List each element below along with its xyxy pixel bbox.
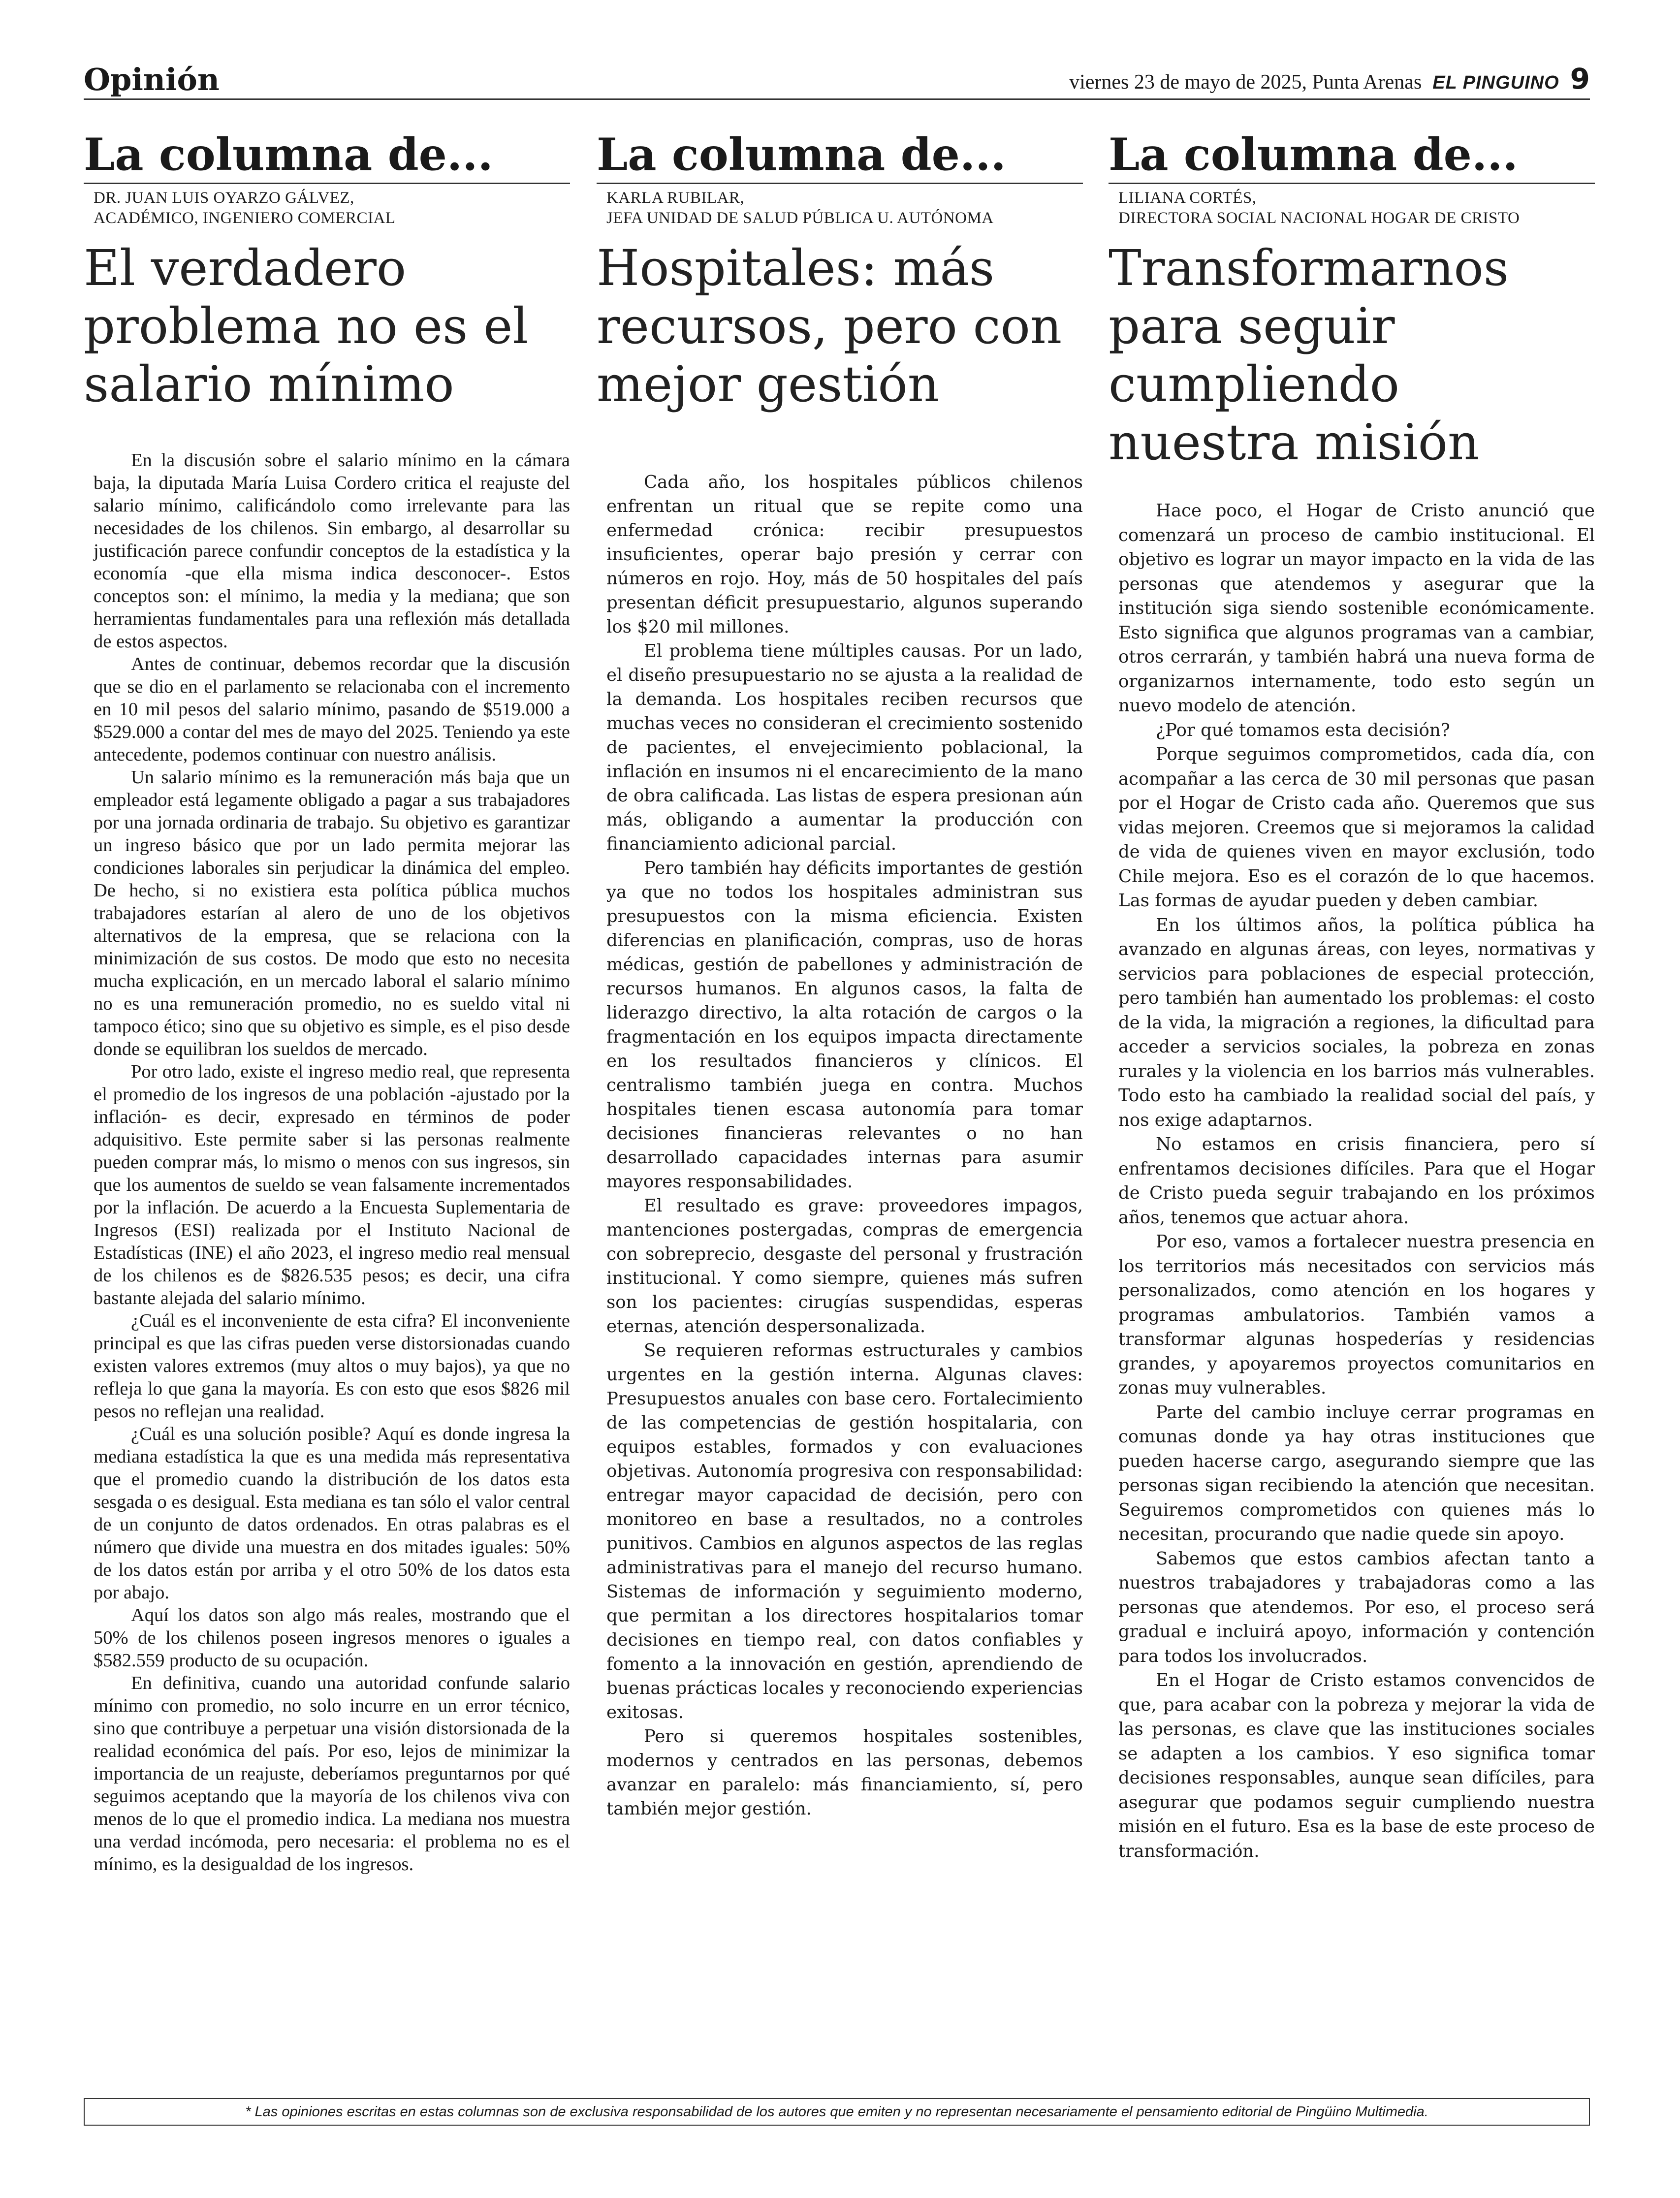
editorial-disclaimer: * Las opiniones escritas en estas columnas son de exclusiva responsabilidad de los autores que emiten y no representan necesariamente el pensamiento editorial de Pingüino Multimedia. <box>84 2098 1590 2126</box>
page-header <box>84 64 1590 100</box>
article-paragraph: Por otro lado, existe el ingreso medio real, que representa el promedio de los ingresos de una población -ajustado por la inflación- es decir, expresado en términos de poder adquisitivo. Este permite saber si las personas realmente pueden comprar más, lo mismo o menos con sus ingresos, sin que los aumentos de sueldo se vean falsamente incrementados por la inflación. De acuerdo a la Encuesta Suplementaria de Ingresos (ESI) realizada por el Instituto Nacional de Estadísticas (INE) el año 2023, el ingreso medio real mensual de los chilenos es de $826.535 pesos; es decir, una cifra bastante alejada del salario mínimo. <box>94 1061 570 1308</box>
article-paragraph: Un salario mínimo es la remuneración más baja que un empleador está legamente obligado a pagar a sus trabajadores por una jornada ordinaria de trabajo. Su objetivo es garantizar un ingreso básico que por un lado permita mejorar las condiciones laborales sin perjudicar la dinámica del empleo. De hecho, si no existiera esta política pública muchos trabajadores estarían al alero de uno de los objetivos alternativos de la empresa, que se relaciona con la minimización de sus costos. De modo que esto no necesita mucha explicación, en un mercado laboral el salario mínimo no es una remuneración promedio, no es sueldo vital ni tampoco ético; sino que su objetivo es simple, es el piso desde donde se equilibran los sueldos de mercado. <box>94 767 570 1059</box>
article-paragraph: Por eso, vamos a fortalecer nuestra presencia en los territorios más necesitados con servicios más personalizados, como atención en los hogares y programas ambulatorios. También vamos a transformar algunas hospederías y residencias grandes, y apoyaremos proyectos comunitarios en zonas muy vulnerables. <box>1118 1232 1595 1398</box>
newspaper-logo: EL PINGUINO <box>1432 72 1559 93</box>
article-paragraph: El resultado es grave: proveedores impagos, mantenciones postergadas, compras de emergencia con sobreprecio, desgaste del personal y frustración institucional. Y como siempre, quienes más sufren son los pacientes: cirugías suspendidas, esperas eternas, atención despersonalizada. <box>606 1196 1083 1337</box>
article-headline: El verdadero problema no es el salario mínimo <box>84 239 529 413</box>
article-paragraph: No estamos en crisis financiera, pero sí enfrentamos decisiones difíciles. Para que el Hogar de Cristo pueda seguir trabajando en los próximos años, tenemos que actuar ahora. <box>1118 1134 1595 1228</box>
author-role: ACADÉMICO, INGENIERO COMERCIAL <box>94 209 396 227</box>
article-paragraph: Porque seguimos comprometidos, cada día, con acompañar a las cerca de 30 mil personas que pasan por el Hogar de Cristo cada año. Queremos que sus vidas mejoren. Creemos que si mejoramos la calidad de vida de quienes viven en mayor exclusión, todo Chile mejora. Eso es el corazón de lo que hacemos. Las formas de ayudar pueden y deben cambiar. <box>1118 744 1595 911</box>
article-paragraph: En el Hogar de Cristo estamos convencidos de que, para acabar con la pobreza y mejorar la vida de las personas, es clave que las instituciones sociales se adapten a los cambios. Y eso significa tomar decisiones responsables, aunque sean difíciles, para asegurar que podamos seguir cumpliendo nuestra misión en el futuro. Esa es la base de este proceso de transformación. <box>1118 1670 1595 1861</box>
header-meta <box>1069 62 1590 96</box>
article-paragraph: Pero si queremos hospitales sostenibles, modernos y centrados en las personas, debemos avanzar en paralelo: más financiamiento, sí, pero también mejor gestión. <box>606 1726 1083 1819</box>
article-body <box>94 449 570 1876</box>
article-headline: Hospitales: más recursos, pero con mejor gestión <box>597 239 1062 413</box>
article-paragraph: El problema tiene múltiples causas. Por un lado, el diseño presupuestario no se ajusta a la realidad de la demanda. Los hospitales reciben recursos que muchas veces no consideran el crecimiento sostenido de pacientes, el envejecimiento poblacional, la inflación en insumos ni el encarecimiento de la mano de obra calificada. Las listas de espera presionan aún más, obligando a aumentar la producción con financiamiento adicional parcial. <box>606 641 1083 854</box>
column-label: La columna de... <box>597 128 1006 181</box>
page-number: 9 <box>1570 62 1590 96</box>
article-body <box>1118 499 1595 1863</box>
section-title: Opinión <box>84 62 220 97</box>
dateline: viernes 23 de mayo de 2025, Punta Arenas <box>1069 71 1422 94</box>
article-paragraph: Pero también hay déficits importantes de gestión ya que no todos los hospitales administran sus presupuestos con la misma eficiencia. Existen diferencias en planificación, compras, uso de horas médicas, gestión de pabellones y administración de recursos humanos. En algunos casos, la falta de liderazgo directivo, la alta rotación de cargos o la fragmentación en los equipos impacta directamente en los resultados financieros y clínicos. El centralismo también juega en contra. Muchos hospitales tienen escasa autonomía para tomar decisiones financieras relevantes o no han desarrollado capacidades internas para asumir mayores responsabilidades. <box>606 858 1083 1192</box>
author-byline <box>94 188 570 228</box>
article-paragraph: ¿Cuál es el inconveniente de esta cifra? El inconveniente principal es que las cifras pueden verse distorsionadas cuando existen valores extremos (muy altos o muy bajos), ya que no refleja lo que gana la mayoría. Es con esto que esos $826 mil pesos no reflejan una realidad. <box>94 1310 570 1422</box>
article-headline: Transformarnos para seguir cumpliendo nuestra misión <box>1109 239 1509 471</box>
opinion-column-1 <box>84 129 570 1876</box>
author-role: JEFA UNIDAD DE SALUD PÚBLICA U. AUTÓNOMA <box>606 209 994 227</box>
article-paragraph: Antes de continuar, debemos recordar que la discusión que se dio en el parlamento se relacionaba con el incremento en 10 mil pesos del salario mínimo, pasando de $519.000 a $529.000 a contar del mes de mayo del 2025. Teniendo ya este antecedente, podemos continuar con nuestro análisis. <box>94 654 570 765</box>
author-byline <box>606 188 1083 228</box>
author-name: DR. JUAN LUIS OYARZO GÁLVEZ, <box>94 189 354 207</box>
opinion-column-2 <box>597 129 1083 1821</box>
author-byline <box>1118 188 1595 228</box>
opinion-column-3 <box>1109 129 1595 1863</box>
column-rule <box>597 183 1083 184</box>
article-paragraph: En definitiva, cuando una autoridad confunde salario mínimo con promedio, no solo incurre en un error técnico, sino que contribuye a perpetuar una visión distorsionada de la realidad económica del país. Por eso, lejos de minimizar la importancia de un reajuste, deberíamos preguntarnos por qué seguimos aceptando que la mayoría de los chilenos viva con menos de lo que el promedio indica. La mediana nos muestra una verdad incómoda, pero necesaria: el problema no es el mínimo, es la desigualdad de los ingresos. <box>94 1673 570 1875</box>
article-paragraph: Se requieren reformas estructurales y cambios urgentes en la gestión interna. Algunas claves: Presupuestos anuales con base cero. Fortalecimiento de las competencias de gestión hospitalaria, con equipos estables, formados y con evaluaciones objetivas. Autonomía progresiva con responsabilidad: entregar mayor capacidad de decisión, pero con monitoreo en base a resultados, no a controles punitivos. Cambios en algunos aspectos de las reglas administrativas para el manejo del recurso humano. Sistemas de información y seguimiento moderno, que permitan a los directores hospitalarios tomar decisiones en tiempo real, con datos confiables y fomento a la innovación en gestión, aprendiendo de buenas prácticas locales y reconociendo experiencias exitosas. <box>606 1340 1083 1722</box>
article-paragraph: Aquí los datos son algo más reales, mostrando que el 50% de los chilenos poseen ingresos menores o iguales a $582.559 producto de su ocupación. <box>94 1605 570 1671</box>
article-paragraph: Hace poco, el Hogar de Cristo anunció que comenzará un proceso de cambio institucional. El objetivo es lograr un mayor impacto en la vida de las personas que atendemos y asegurar que la institución siga siendo sostenible económicamente. Esto significa que algunos programas van a cambiar, otros cerrarán, y también habrá una nueva forma de organizarnos internamente, todo esto según un nuevo modelo de atención. <box>1118 501 1595 716</box>
column-label: La columna de... <box>84 128 493 181</box>
column-rule <box>84 183 570 184</box>
article-paragraph: En la discusión sobre el salario mínimo en la cámara baja, la diputada María Luisa Cordero critica el reajuste del salario mínimo, calificándolo como irrelevante para las necesidades de los chilenos. Sin embargo, al desarrollar su justificación parece confundir conceptos de la estadística y la economía -que ella misma indica desconocer-. Estos conceptos son: el mínimo, la media y la mediana; que son herramientas fundamentales para una reflexión más detallada de estos aspectos. <box>94 450 570 652</box>
author-name: KARLA RUBILAR, <box>606 189 745 207</box>
author-name: LILIANA CORTÉS, <box>1118 189 1257 207</box>
article-paragraph: ¿Por qué tomamos esta decisión? <box>1156 720 1450 740</box>
column-label: La columna de... <box>1109 128 1518 181</box>
article-paragraph: ¿Cuál es una solución posible? Aquí es donde ingresa la mediana estadística la que es una medida más representativa que el promedio cuando la distribución de los datos esta sesgada o es desigual. Esta mediana es tan sólo el valor central de un conjunto de datos ordenados. En otras palabras es el número que divide una muestra en dos mitades iguales: 50% de los datos están por arriba y el otro 50% de los datos esta por abajo. <box>94 1424 570 1603</box>
article-paragraph: Parte del cambio incluye cerrar programas en comunas donde ya hay otras instituciones que pueden hacerse cargo, asegurando siempre que las personas sigan recibiendo la atención que necesitan. Seguiremos comprometidos con quienes más lo necesitan, procurando que nadie quede sin apoyo. <box>1118 1402 1595 1544</box>
column-rule <box>1109 183 1595 184</box>
article-paragraph: Sabemos que estos cambios afectan tanto a nuestros trabajadores y trabajadoras como a las personas que atendemos. Por eso, el proceso será gradual e incluirá apoyo, información y contención para todos los involucrados. <box>1118 1548 1595 1666</box>
article-body <box>606 470 1083 1821</box>
article-paragraph: Cada año, los hospitales públicos chilenos enfrentan un ritual que se repite como una enfermedad crónica: recibir presupuestos insuficientes, operar bajo presión y cerrar con números en rojo. Hoy, más de 50 hospitales del país presentan déficit presupuestario, algunos superando los $20 mil millones. <box>606 472 1083 637</box>
article-paragraph: En los últimos años, la política pública ha avanzado en algunas áreas, con leyes, normativas y servicios para poblaciones de especial protección, pero también han aumentado los problemas: el costo de la vida, la migración a regiones, la dificultad para acceder a servicios sociales, la pobreza en zonas rurales y la violencia en los barrios más vulnerables. Todo esto ha cambiado la realidad social del país, y nos exige adaptarnos. <box>1118 915 1595 1130</box>
author-role: DIRECTORA SOCIAL NACIONAL HOGAR DE CRISTO <box>1118 209 1520 227</box>
